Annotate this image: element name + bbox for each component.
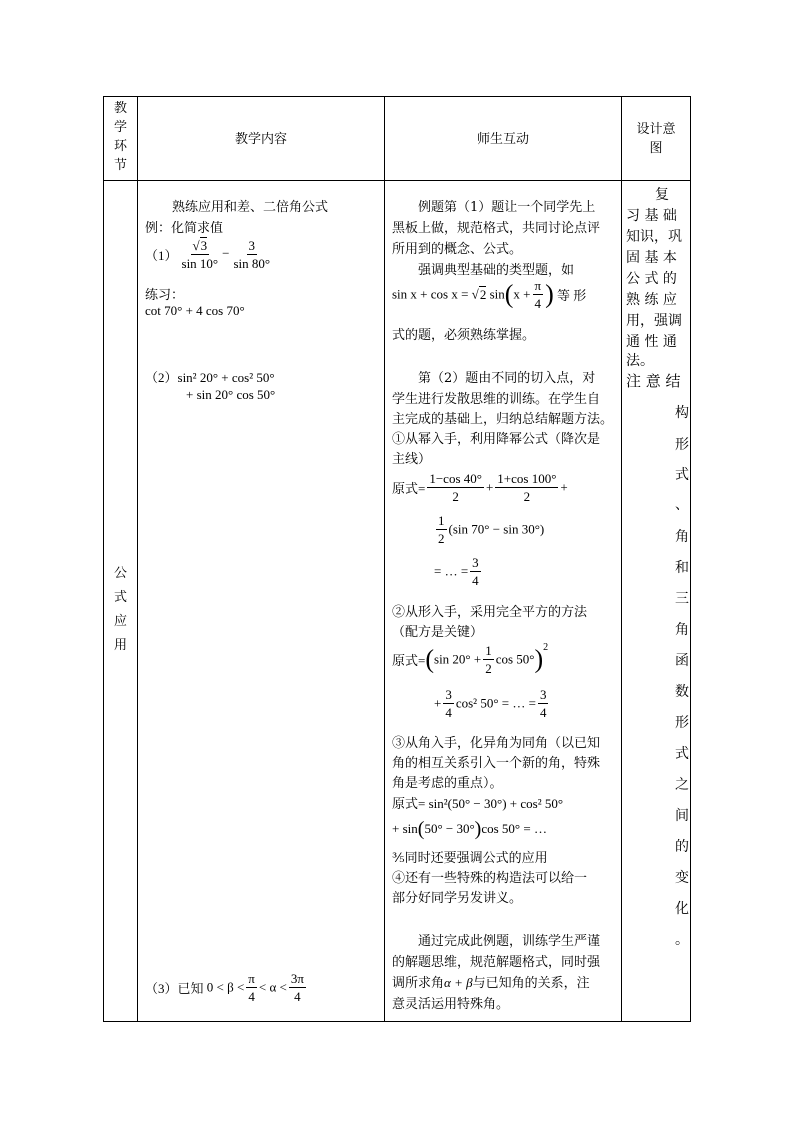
design-line-6: 熟 练 应: [626, 292, 677, 308]
col-divider-2: [384, 96, 385, 1022]
method-3-l3: 角是考虑的重点）。: [392, 776, 503, 791]
design-line-3: 知识，巩: [626, 229, 682, 245]
method-4-l1: ④还有一些特殊的构造法可以给一: [392, 871, 588, 886]
section-label-formula-application: 公 式 应 用: [113, 566, 127, 653]
design-line-9: 法。: [626, 353, 654, 369]
interaction-p2-formula: sin x + cos x = √2 sin(x + $\frac{\pi}{4}$ ) 等 形: [392, 278, 587, 311]
interaction-p3-l1: 第（2）题由不同的切入点，对: [418, 371, 596, 386]
method-1-half: $\frac{1}{2}$ (sin 70° − sin 30°): [438, 513, 545, 546]
example-2: （2）sin² 20° + cos² 50°: [145, 370, 275, 385]
design-line-2: 习 基 础: [626, 208, 677, 224]
interaction-p5-l1: 通过完成此例题，训练学生严谨: [418, 934, 601, 949]
table-border-top: [103, 96, 691, 97]
method-3-note: ⅗同时还要强调公式的应用: [392, 851, 548, 866]
interaction-p1-l3: 所用到的概念、公式。: [392, 242, 523, 257]
interaction-p1-l2: 黑板上做，规范格式，共同讨论点评: [392, 221, 601, 236]
interaction-p3-l2: 学生进行发散思维的训练。在学生自: [392, 392, 601, 407]
method-1-l2: 主线）: [392, 452, 432, 467]
method-1-formula: 原式= $\frac{1-\cos 40^\circ}{2}$ + $\frac{1+\cos 100^\circ}{2}$ +: [392, 471, 568, 504]
content-intro: 熟练应用和差、二倍角公式: [172, 200, 329, 215]
header-design-intent: 设计意 图: [636, 122, 676, 156]
design-line-4: 固 基 本: [626, 250, 677, 266]
method-4-l2: 部分好同学另发讲义。: [392, 891, 523, 906]
interaction-p5-l4: 意灵活运用特殊角。: [392, 997, 510, 1012]
practice-expression: cot 70° + 4 cos 70°: [145, 303, 245, 318]
design-line-7: 用，强调: [626, 313, 682, 329]
col-divider-1: [137, 96, 138, 1022]
interaction-p5-l2: 的解题思维，规范解题格式，同时强: [392, 955, 601, 970]
example-1: （1） $\frac{√3}{\sin 10^\circ}$ − $\frac{3}{\sin 80^\circ}$: [145, 238, 271, 271]
practice-label: 练习：: [145, 288, 185, 303]
table-border-bottom: [103, 1021, 691, 1022]
example-3: （3）已知 0 < β < $\frac{\pi}{4}$ < α < $\frac{3\pi}{4}$: [145, 971, 304, 1004]
interaction-p3-l3: 主完成的基础上，归纳总结解题方法。: [392, 412, 614, 427]
content-example-label: 例：化简求值: [145, 221, 224, 236]
method-3-l1: ③从角入手，化异角为同角（以已知: [392, 736, 601, 751]
design-line-5: 公 式 的: [626, 271, 677, 287]
interaction-p2-l3: 式的题，必须熟练掌握。: [392, 328, 536, 343]
interaction-p2-l1: 强调典型基础的类型题，如: [418, 263, 575, 278]
method-2-formula: 原式=(sin 20° + $\frac{1}{2}$ cos 50°)$^2$: [392, 642, 549, 676]
method-2-l1: ②从形入手，采用完全平方的方法: [392, 605, 588, 620]
table-header-divider: [103, 180, 691, 181]
interaction-p5-l3: 调所求角α + β与已知角的关系，注: [392, 975, 590, 991]
table-border-left: [103, 96, 104, 1022]
method-3-l2: 角的相互关系引入一个新的角，特殊: [392, 756, 601, 771]
design-line-8: 通 性 通: [626, 334, 677, 350]
method-2-l2: （配方是关键）: [392, 625, 484, 640]
table-border-right: [690, 96, 691, 1022]
method-1-l1: ①从幂入手，利用降幂公式（降次是: [392, 432, 601, 447]
method-3-formula-2: + sin(50° − 30°)cos 50° = …: [392, 818, 547, 840]
method-1-result: = … = $\frac{3}{4}$: [434, 555, 479, 588]
design-line-1: 复: [655, 187, 669, 203]
header-teacher-student-interaction: 师生互动: [476, 132, 529, 147]
header-teaching-content: 教学内容: [234, 132, 287, 147]
method-2-tail: + $\frac{3}{4}$ cos² 50° = … = $\frac{3}{4}$: [434, 687, 547, 720]
col-divider-3: [621, 96, 622, 1022]
example-2-line2: + sin 20° cos 50°: [186, 387, 276, 402]
header-teaching-stage: 教 学 环 节: [113, 101, 127, 173]
interaction-p1-l1: 例题第（1）题让一个同学先上: [418, 200, 596, 215]
design-line-10: 注 意 结: [626, 372, 681, 390]
method-3-formula-1: 原式= sin²(50° − 30°) + cos² 50°: [392, 796, 564, 811]
